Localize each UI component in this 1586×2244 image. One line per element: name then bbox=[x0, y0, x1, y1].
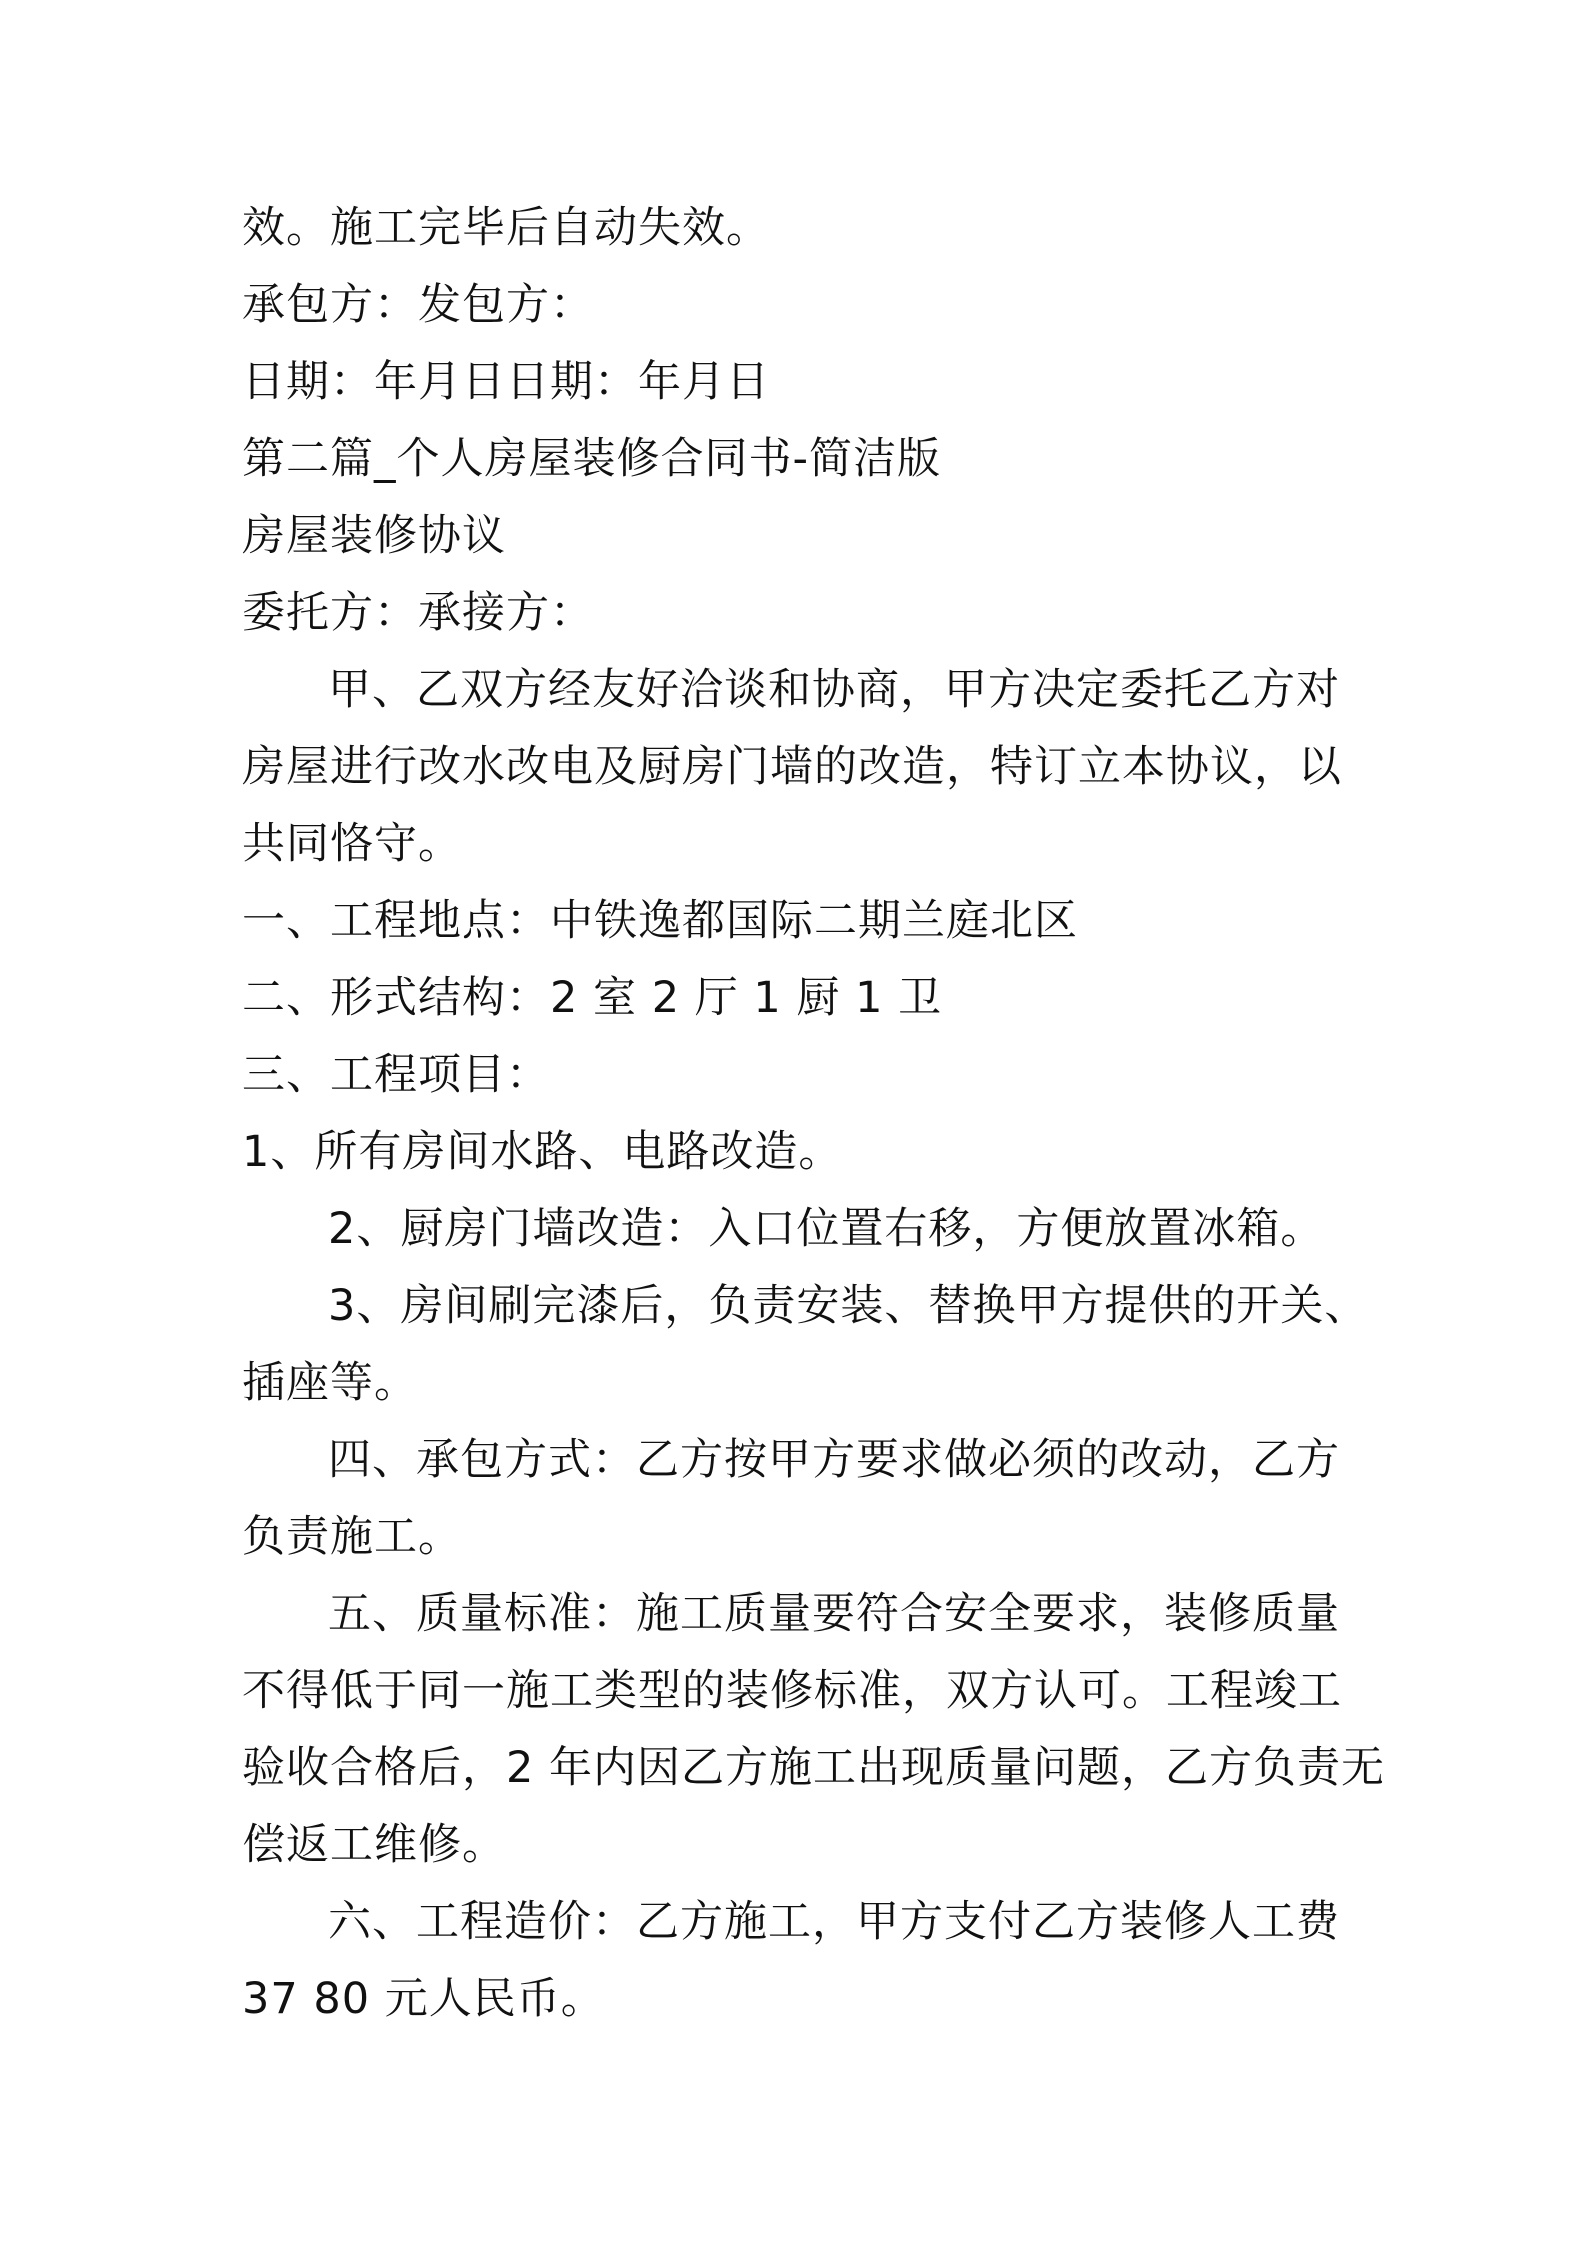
text-line: 六、工程造价：乙方施工，甲方支付乙方装修人工费 bbox=[328, 1897, 1340, 1947]
text-line: 2、厨房门墙改造：入口位置右移，方便放置冰箱。 bbox=[328, 1204, 1325, 1254]
text-line: 3、房间刷完漆后，负责安装、替换甲方提供的开关、 bbox=[328, 1281, 1369, 1331]
text-line: 负责施工。 bbox=[242, 1512, 462, 1562]
text-line: 一、工程地点：中铁逸都国际二期兰庭北区 bbox=[242, 896, 1078, 946]
text-line: 共同恪守。 bbox=[242, 819, 462, 869]
text-line: 不得低于同一施工类型的装修标准，双方认可。工程竣工 bbox=[242, 1666, 1342, 1716]
text-line: 效。施工完毕后自动失效。 bbox=[242, 203, 770, 253]
text-line: 委托方：承接方： bbox=[242, 588, 594, 638]
text-line: 偿返工维修。 bbox=[242, 1820, 506, 1870]
text-line: 甲、乙双方经友好洽谈和协商，甲方决定委托乙方对 bbox=[328, 665, 1340, 715]
section-heading: 第二篇_个人房屋装修合同书-简洁版 bbox=[242, 434, 942, 484]
text-line: 承包方：发包方： bbox=[242, 280, 594, 330]
text-line: 二、形式结构：2 室 2 厅 1 厨 1 卫 bbox=[242, 973, 943, 1023]
text-line: 1、所有房间水路、电路改造。 bbox=[242, 1127, 843, 1177]
text-line: 五、质量标准：施工质量要符合安全要求，装修质量 bbox=[328, 1589, 1340, 1639]
document-title: 房屋装修协议 bbox=[242, 511, 506, 561]
text-line: 四、承包方式：乙方按甲方要求做必须的改动，乙方 bbox=[328, 1435, 1340, 1485]
text-line: 日期：年月日日期：年月日 bbox=[242, 357, 770, 407]
text-line: 房屋进行改水改电及厨房门墙的改造，特订立本协议，以 bbox=[242, 742, 1342, 792]
text-line: 37 80 元人民币。 bbox=[242, 1974, 605, 2024]
document-body bbox=[242, 190, 1386, 2038]
text-line: 插座等。 bbox=[242, 1358, 418, 1408]
text-line: 验收合格后，2 年内因乙方施工出现质量问题，乙方负责无 bbox=[242, 1743, 1386, 1793]
text-line: 三、工程项目： bbox=[242, 1050, 550, 1100]
